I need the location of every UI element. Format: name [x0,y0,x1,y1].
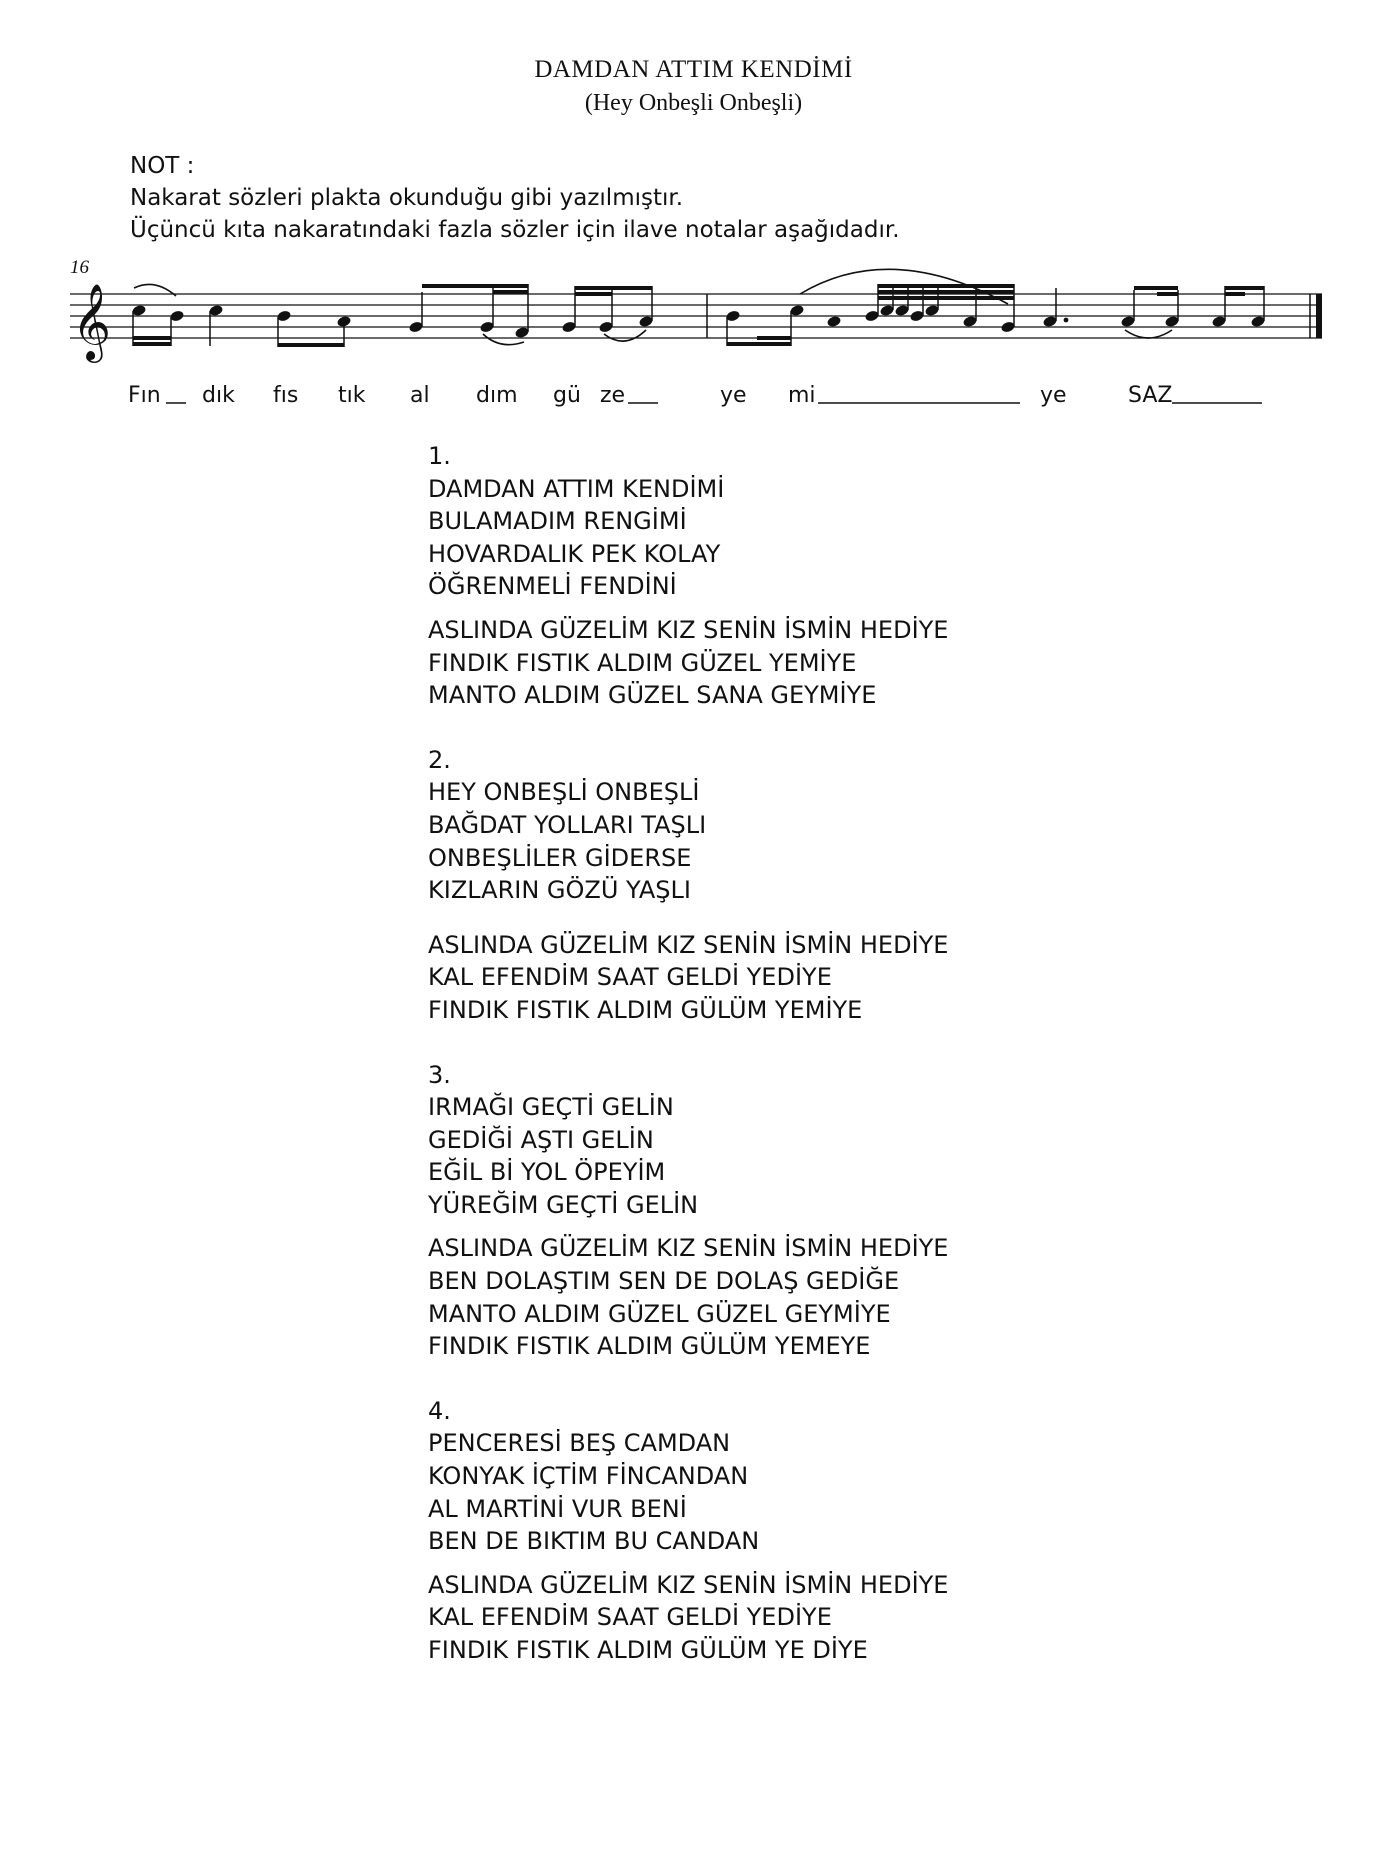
refrain-line: KAL EFENDİM SAAT GELDİ YEDİYE [428,1603,832,1632]
stanza-line: YÜREĞİM GEÇTİ GELİN [428,1190,699,1219]
stanza-spacer [428,1221,948,1232]
stanza-line: BAĞDAT YOLLARI TAŞLI [428,810,707,839]
stanza-line: HOVARDALIK PEK KOLAY [428,539,721,568]
note-line: Nakarat sözleri plakta okunduğu gibi yazılmıştır. [130,185,684,211]
lyric-syllable: dık [202,383,235,408]
stanza-line: BEN DE BIKTIM BU CANDAN [428,1527,760,1556]
refrain-line: ASLINDA GÜZELİM KIZ SENİN İSMİN HEDİYE [428,615,949,644]
stanza-line: AL MARTİNİ VUR BENİ [428,1494,687,1523]
measure-number: 16 [70,257,89,278]
stanza-line: GEDİĞİ AŞTI GELİN [428,1125,654,1154]
stanza-spacer [428,1558,948,1569]
note-heading: NOT : [130,153,195,179]
refrain-line: MANTO ALDIM GÜZEL GÜZEL GEYMİYE [428,1299,891,1328]
lyric-syllable: ze [600,383,626,408]
verse-number: 4. [428,1396,451,1425]
stanza-line: BULAMADIM RENGİMİ [428,507,687,536]
lyric-syllable: al [410,383,430,408]
lyric-syllable: ye [720,383,747,408]
lyric-syllable: fıs [273,383,299,408]
refrain-line: FINDIK FISTIK ALDIM GÜLÜM YEMİYE [428,995,863,1024]
verse-number: 2. [428,745,451,774]
lyric-syllable: ye [1040,383,1067,408]
lyric-syllable: mi [788,383,816,408]
refrain-line: KAL EFENDİM SAAT GELDİ YEDİYE [428,963,832,992]
refrain-line: MANTO ALDIM GÜZEL SANA GEYMİYE [428,681,877,710]
stanza-line: EĞİL Bİ YOL ÖPEYİM [428,1158,666,1187]
song-title: DAMDAN ATTIM KENDİMİ [534,56,853,83]
stanza-line: IRMAĞI GEÇTİ GELİN [428,1093,674,1122]
note-line: Üçüncü kıta nakaratındaki fazla sözler için ilave notalar aşağıdadır. [130,217,900,243]
treble-clef-icon: 𝄞 [72,283,112,360]
lyric-syllable: Fın [128,383,161,408]
verse-block [428,1395,948,1667]
slurs [134,269,1172,344]
lyrics [128,383,1173,408]
lyric-syllable: SAZ [1128,383,1173,408]
stanza-line: PENCERESİ BEŞ CAMDAN [428,1429,731,1458]
refrain-line: ASLINDA GÜZELİM KIZ SENİN İSMİN HEDİYE [428,930,949,959]
verse-number: 1. [428,442,451,470]
note-block [130,150,900,246]
refrain-line: FINDIK FISTIK ALDIM GÜLÜM YE DİYE [428,1636,868,1664]
refrain-line: FINDIK FISTIK ALDIM GÜZEL YEMİYE [428,648,857,677]
lyric-syllable: gü [553,383,581,408]
stanza-line: KIZLARIN GÖZÜ YAŞLI [428,876,691,905]
verse-block [428,1059,948,1363]
stanza-line: KONYAK İÇTİM FİNCANDAN [428,1462,749,1491]
refrain-line: FINDIK FISTIK ALDIM GÜLÜM YEMEYE [428,1332,871,1361]
verse-number: 3. [428,1060,451,1089]
lyric-syllable: tık [338,383,366,408]
stanza-spacer [428,907,948,929]
stanza-line: DAMDAN ATTIM KENDİMİ [428,474,725,503]
stanza-spacer [428,603,948,614]
refrain-line: ASLINDA GÜZELİM KIZ SENİN İSMİN HEDİYE [428,1570,949,1599]
notes [131,304,1266,339]
stanza-line: ONBEŞLİLER GİDERSE [428,843,692,872]
music-staff [0,250,1387,420]
verse-block [428,744,948,1027]
stanza-line: HEY ONBEŞLİ ONBEŞLİ [428,778,700,807]
song-subtitle: (Hey Onbeşli Onbeşli) [584,90,803,116]
refrain-line: BEN DOLAŞTIM SEN DE DOLAŞ GEDİĞE [428,1267,900,1296]
refrain-line: ASLINDA GÜZELİM KIZ SENİN İSMİN HEDİYE [428,1234,949,1263]
stanza-line: ÖĞRENMELİ FENDİNİ [428,572,677,601]
verses [428,440,948,1699]
lyric-syllable: dım [476,383,518,408]
verse-block [428,440,948,712]
